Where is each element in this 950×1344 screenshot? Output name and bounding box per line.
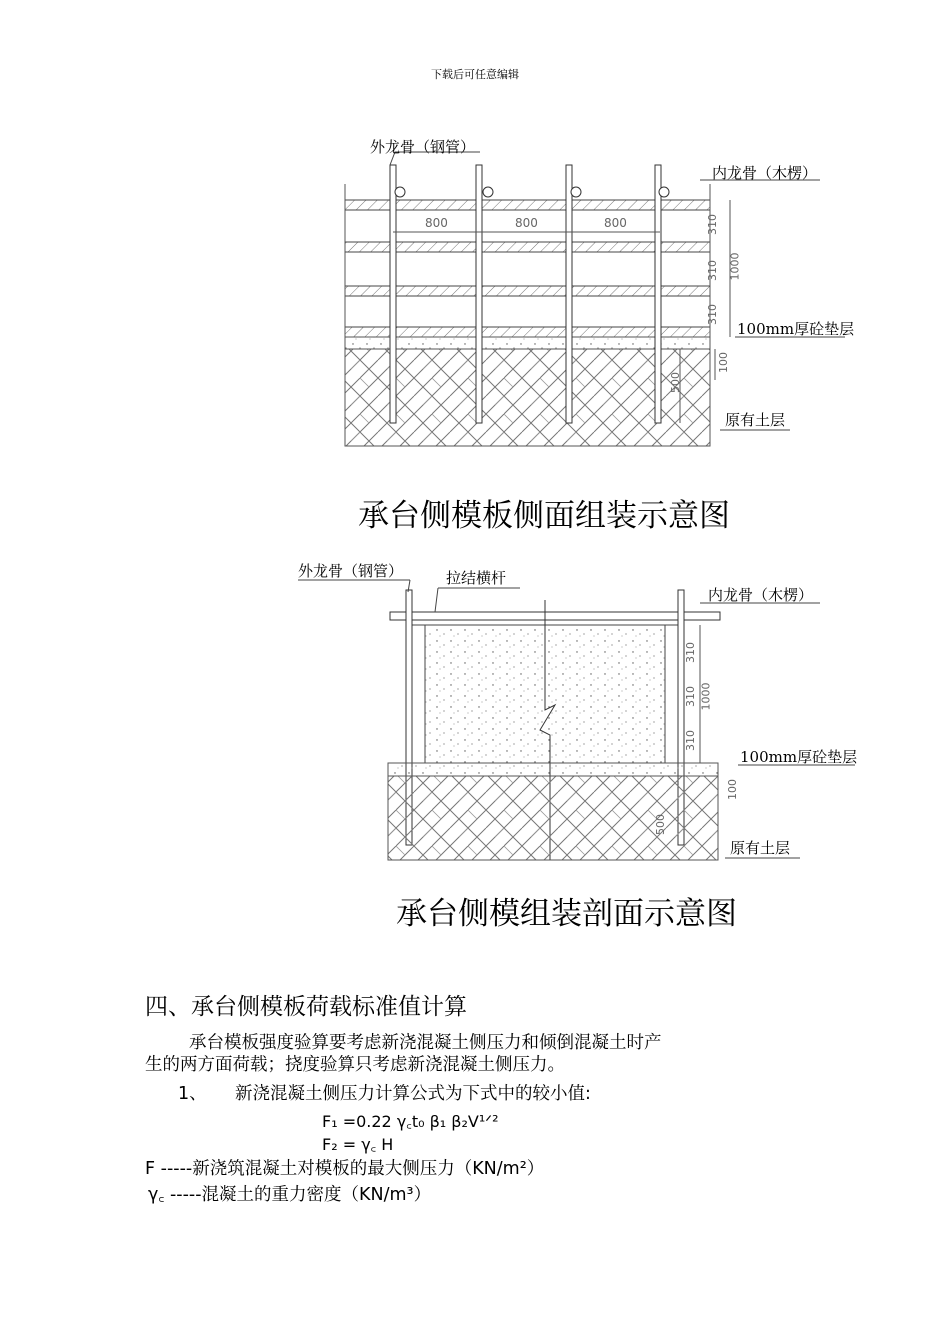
fig1-inner-rib-label: 内龙骨（木楞） [712, 164, 818, 182]
fig2-outer-rib-label: 外龙骨（钢管） [298, 562, 404, 580]
fig1-cushion-label: 100mm厚砼垫层 [737, 320, 855, 338]
fig1-outer-rib-label: 外龙骨（钢管） [370, 138, 476, 156]
formula-f2: F₂ = γ꜀ H [322, 1135, 394, 1154]
item1-number: 1、 [178, 1084, 207, 1104]
fig1-spacing-3: 800 [604, 216, 627, 230]
fig2-dim-100: 100 [726, 779, 739, 800]
para1-line2: 生的两方面荷载；挠度验算只考虑新浇混凝土侧压力。 [145, 1055, 565, 1075]
fig1-dim-310-a: 310 [706, 214, 719, 235]
item1-text: 新浇混凝土侧压力计算公式为下式中的较小值: [235, 1084, 591, 1104]
section-heading: 四、承台侧模板荷载标准值计算 [145, 994, 467, 1020]
fig2-dim-310-c: 310 [684, 730, 697, 751]
fig1-caption: 承台侧模板侧面组装示意图 [358, 498, 730, 534]
fig1-soil-label: 原有土层 [725, 411, 786, 429]
fig2-caption: 承台侧模组装剖面示意图 [396, 896, 737, 932]
fig2-cushion-label: 100mm厚砼垫层 [740, 748, 858, 766]
fig1-dim-310-b: 310 [706, 260, 719, 281]
formula-f1: F₁ =0.22 γ꜀t₀ β₁ β₂V¹ᐟ² [322, 1112, 499, 1131]
fig1-dim-310-c: 310 [706, 304, 719, 325]
page-header: 下载后可任意编辑 [431, 68, 519, 81]
fig1-dim-100: 100 [717, 352, 730, 373]
fig2-dim-500: 500 [654, 814, 667, 835]
fig1-dim-500: 500 [669, 372, 682, 393]
fig2-inner-rib-label: 内龙骨（木楞） [708, 586, 814, 604]
definition-F: F -----新浇筑混凝土对模板的最大侧压力（KN/m²） [145, 1159, 545, 1179]
fig1-spacing-2: 800 [515, 216, 538, 230]
fig1-dim-1000: 1000 [728, 252, 742, 281]
fig2-dim-310-b: 310 [684, 686, 697, 707]
fig2-soil-label: 原有土层 [730, 839, 791, 857]
para1-line1: 承台模板强度验算要考虑新浇混凝土侧压力和倾倒混凝土时产 [189, 1033, 662, 1053]
definition-gamma: γ꜀ -----混凝土的重力密度（KN/m³） [148, 1185, 432, 1205]
fig1-spacing-1: 800 [425, 216, 448, 230]
fig2-dim-310-a: 310 [684, 642, 697, 663]
fig2-dim-1000: 1000 [699, 682, 713, 711]
fig2-tie-label: 拉结横杆 [446, 569, 507, 587]
